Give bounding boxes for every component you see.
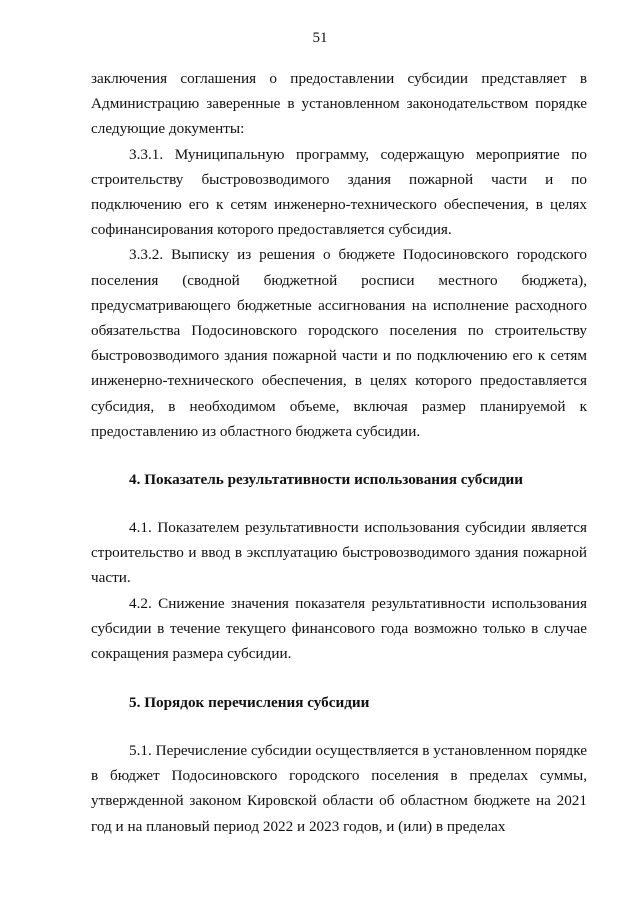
paragraph-5-1: 5.1. Перечисление субсидии осуществляется в установленном порядке в бюджет Подосиновского городского поселения в пределах суммы, утвержденной законом Кировской области об областном бюджете на 2021 год и на плановый период 2022 и 2023 годов, и (или) в пределах bbox=[91, 742, 587, 835]
paragraph-4-1: 4.1. Показателем результативности использования субсидии является строительство и ввод в эксплуатацию быстровозводимого здания пожарной части. bbox=[91, 519, 587, 587]
paragraph-intro: заключения соглашения о предоставлении субсидии представляет в Администрацию заверенные в установленном законодательством порядке следующие документы: bbox=[91, 70, 587, 138]
paragraph-3-3-2: 3.3.2. Выписку из решения о бюджете Подосиновского городского поселения (сводной бюджетной росписи местного бюджета), предусматривающего бюджетные ассигнования на исполнение расходного обязательства Подосиновского городского поселения по строительству быстровозводимого здания пожарной части и по подключению его к сетям инженерно-технического обеспечения, в целях которого предоставляется субсидия, в необходимом объеме, включая размер планируемой к предоставлению из областного бюджета субсидии. bbox=[91, 246, 587, 440]
section-5-body bbox=[91, 738, 587, 839]
section-4-body bbox=[91, 515, 587, 666]
section-4-heading: 4. Показатель результативности использования субсидии bbox=[129, 471, 524, 488]
page-number: 51 bbox=[312, 30, 328, 46]
section-5-heading: 5. Порядок перечисления субсидии bbox=[129, 694, 370, 711]
paragraph-3-3-1: 3.3.1. Муниципальную программу, содержащую мероприятие по строительству быстровозводимого здания пожарной части и по подключению его к сетям инженерно-технического обеспечения, в целях софинансирования которого предоставляется субсидия. bbox=[91, 145, 587, 239]
paragraph-4-2: 4.2. Снижение значения показателя результативности использования субсидии в течение текущего финансового года возможно только в случае сокращения размера субсидии. bbox=[91, 594, 587, 663]
clause-3-3-block bbox=[91, 66, 587, 444]
